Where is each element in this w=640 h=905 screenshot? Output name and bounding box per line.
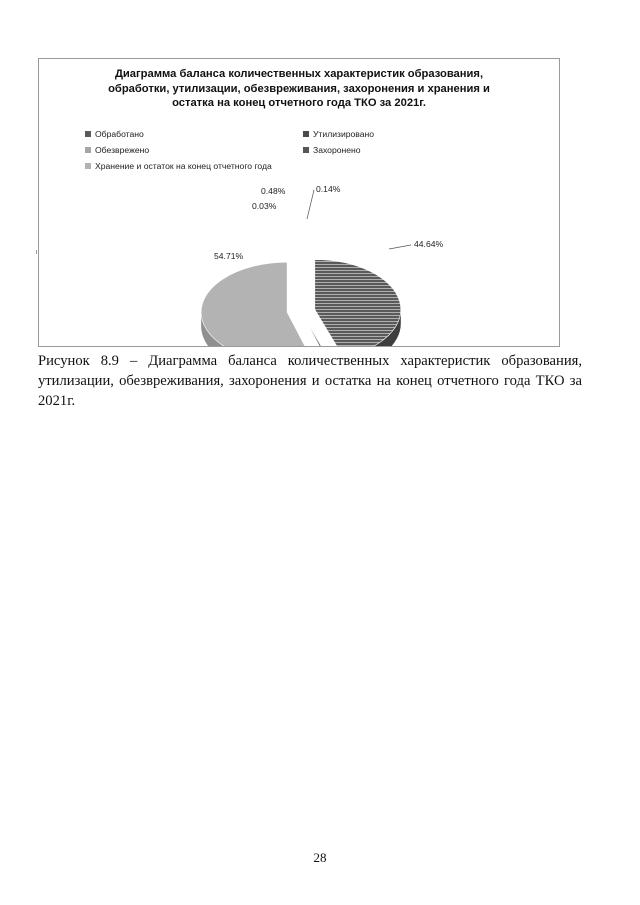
pie-data-labels [214,184,444,261]
margin-mark [36,250,37,254]
page-number: 28 [313,850,327,865]
pie-slices [201,260,401,346]
pie-slice-storage [201,262,312,346]
caption-line-3: 2021г. [38,393,76,409]
pie-plot [39,59,559,346]
data-label-neutralized: 0.03% [252,201,277,211]
data-label-storage: 54.71% [214,251,244,261]
caption-line-1: Рисунок 8.9 – Диаграмма баланса количественных характеристик образования, [38,353,582,369]
figure-caption [38,351,582,411]
leader-line-processed [389,245,411,249]
data-label-utilized: 0.14% [316,184,341,194]
legend-label-utilized: Утилизировано [313,129,375,139]
pie-slice-processed [315,260,401,346]
chart-title: Диаграмма баланса количественных характеристик образования, обработки, утилизации, обезвреживания, захоронения и хранения и остатка на конец отчетного года ТКО за 2021г. [108,68,490,109]
legend-label-storage: Хранение и остаток на конец отчетного года [95,161,272,171]
legend-label-neutralized: Обезврежено [95,145,150,155]
pie-chart-figure [38,58,560,347]
leader-line-utilized [307,190,314,219]
caption-line-2: утилизации, обезвреживания, захоронения и остатка на конец отчетного года ТКО за [38,373,582,389]
data-label-buried: 0.48% [261,186,286,196]
data-label-processed: 44.64% [414,239,444,249]
legend-label-processed: Обработано [95,129,144,139]
legend-label-buried: Захоронено [313,145,361,155]
